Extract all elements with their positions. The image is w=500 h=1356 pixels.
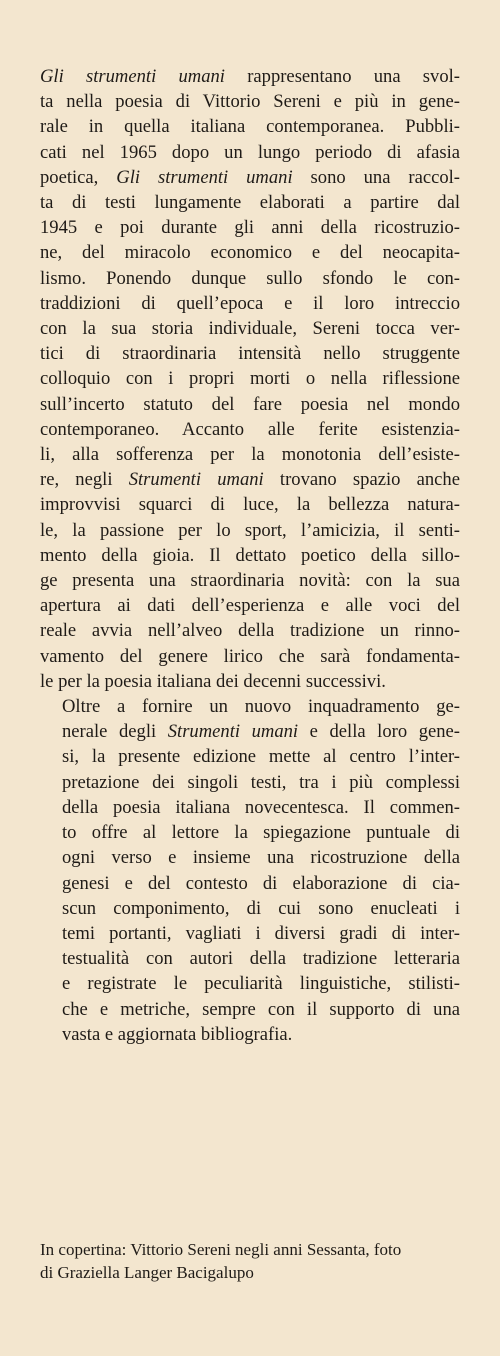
text-line (40, 442, 460, 467)
text-line (40, 316, 460, 341)
text-line (40, 366, 460, 391)
text-run: scun componimento, di cui sono enucleati i (62, 897, 460, 919)
text-line (40, 417, 460, 442)
paragraph-2 (40, 694, 460, 1047)
text-run: della poesia italiana novecentesca. Il commen- (62, 796, 460, 818)
text-run: poetica, (40, 166, 117, 188)
text-line (40, 921, 460, 946)
book-title: Strumenti umani (128, 469, 264, 491)
text-run: sull’incerto statuto del fare poesia nel mondo (40, 393, 460, 415)
text-line (40, 719, 460, 744)
text-run: e registrate le peculiarità linguistiche, stilisti- (62, 973, 460, 995)
text-run: rappresentano una svol- (224, 66, 460, 87)
text-line (40, 140, 460, 165)
text-run: di Graziella Langer Bacigalupo (40, 1263, 254, 1282)
text-line (40, 997, 460, 1022)
text-line (40, 971, 460, 996)
text-run: 1945 e poi durante gli anni della ricostruzio- (40, 217, 460, 239)
text-line (40, 593, 460, 618)
text-run: traddizioni di quell’epoca e il loro intreccio (40, 292, 460, 314)
text-line (40, 215, 460, 240)
text-line (40, 392, 460, 417)
text-run: vamento del genere lirico che sarà fondamenta- (40, 645, 460, 667)
text-run: reale avvia nell’alveo della tradizione un rinno- (40, 620, 460, 642)
text-line (40, 518, 460, 543)
text-line (40, 820, 460, 845)
paragraph-1 (40, 64, 460, 694)
text-line (40, 543, 460, 568)
text-line (40, 871, 460, 896)
text-line (40, 89, 460, 114)
text-run: testualità con autori della tradizione letteraria (62, 948, 460, 970)
book-title: Strumenti umani (167, 721, 299, 743)
text-run: contemporaneo. Accanto alle ferite esistenzia- (40, 418, 460, 440)
text-line (40, 1238, 460, 1261)
text-line (40, 240, 460, 265)
text-run: genesi e del contesto di elaborazione di cia- (62, 872, 460, 894)
book-title: Gli strumenti umani (116, 166, 293, 188)
text-line (40, 845, 460, 870)
text-run: colloquio con i propri morti o nella riflessione (40, 368, 460, 390)
text-run: li, alla sofferenza per la monotonia dell’esiste- (40, 444, 460, 466)
text-line (40, 1261, 460, 1284)
text-run: Oltre a fornire un nuovo inquadramento ge- (62, 696, 460, 718)
text-line (40, 266, 460, 291)
text-line (40, 291, 460, 316)
text-line (40, 568, 460, 593)
text-run: con la sua storia individuale, Sereni tocca ver- (40, 318, 460, 340)
text-line (40, 669, 460, 694)
text-run: che e metriche, sempre con il supporto di una (62, 998, 460, 1020)
text-run: ogni verso e insieme una ricostruzione della (62, 847, 460, 869)
text-run: temi portanti, vagliati i diversi gradi di inter- (62, 922, 460, 944)
text-line (40, 770, 460, 795)
text-line (40, 1022, 460, 1047)
text-run: le, la passione per lo sport, l’amicizia, il senti- (40, 519, 460, 541)
text-run: tici di straordinaria intensità nello struggente (40, 343, 460, 365)
cover-photo-credit (40, 1238, 460, 1284)
text-run: ge presenta una straordinaria novità: con la sua (40, 570, 460, 592)
text-run: ta di testi lungamente elaborati a partire dal (40, 192, 460, 214)
text-run: lismo. Ponendo dunque sullo sfondo le con- (40, 267, 460, 289)
text-line (40, 896, 460, 921)
text-line (40, 467, 460, 492)
text-run: ne, del miracolo economico e del neocapita- (40, 242, 460, 264)
text-line (40, 644, 460, 669)
text-run: e della loro gene- (298, 721, 460, 743)
text-line (40, 341, 460, 366)
text-run: nerale degli (62, 721, 168, 743)
text-run: apertura ai dati dell’esperienza e alle voci del (40, 595, 460, 617)
text-run: In copertina: Vittorio Sereni negli anni Sessanta, foto (40, 1240, 402, 1259)
blurb-text (40, 64, 460, 1047)
text-line (40, 946, 460, 971)
text-line (40, 64, 460, 89)
text-run: to offre al lettore la spiegazione puntuale di (62, 822, 460, 844)
text-run: improvvisi squarci di luce, la bellezza natura- (40, 494, 460, 516)
text-run: vasta e aggiornata bibliografia. (62, 1023, 293, 1045)
text-run: trovano spazio anche (263, 469, 460, 491)
text-run: ta nella poesia di Vittorio Sereni e più in gene- (40, 91, 460, 113)
text-run: si, la presente edizione mette al centro l’inter- (62, 746, 460, 768)
text-run: re, negli (40, 469, 129, 491)
text-run: le per la poesia italiana dei decenni successivi. (40, 670, 386, 692)
book-title: Gli strumenti umani (40, 66, 225, 87)
text-line (40, 795, 460, 820)
text-line (40, 190, 460, 215)
text-run: mento della gioia. Il dettato poetico della sillo- (40, 544, 460, 566)
text-line (40, 744, 460, 769)
text-run: pretazione dei singoli testi, tra i più complessi (62, 771, 460, 793)
text-run: cati nel 1965 dopo un lungo periodo di afasia (40, 141, 460, 163)
text-run: sono una raccol- (292, 166, 460, 188)
text-run: rale in quella italiana contemporanea. Pubbli- (40, 116, 460, 138)
text-line (40, 618, 460, 643)
text-line (40, 492, 460, 517)
text-line (40, 694, 460, 719)
text-line (40, 114, 460, 139)
text-line (40, 165, 460, 190)
